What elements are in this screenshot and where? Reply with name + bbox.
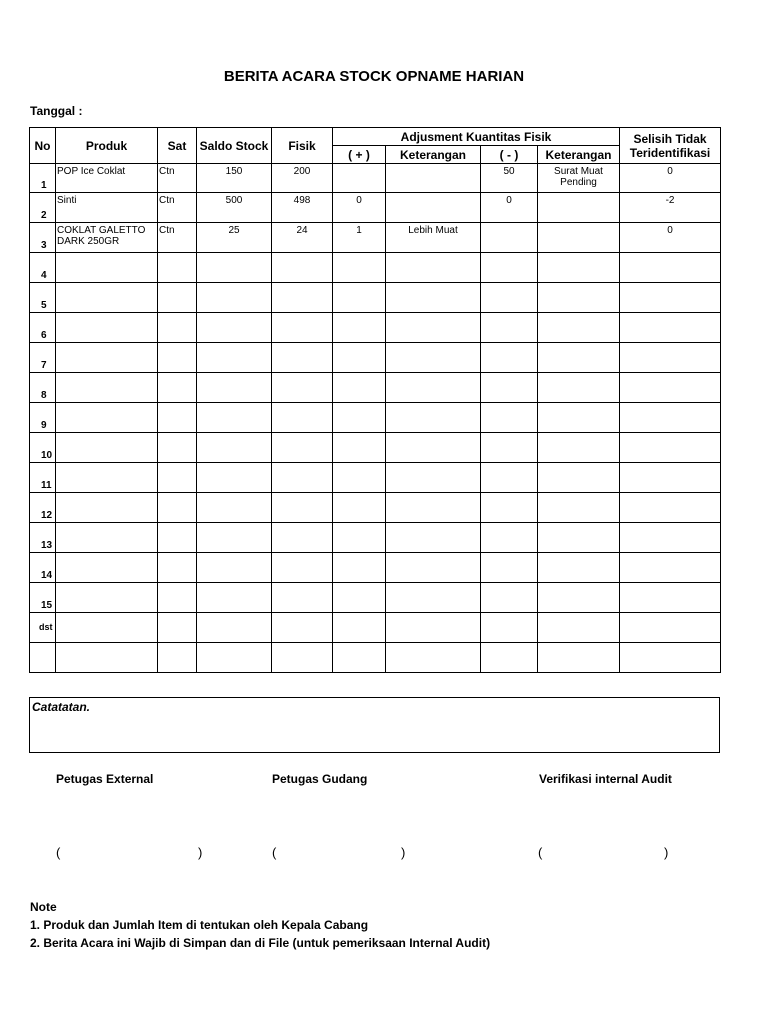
cell-fisik [272,553,333,583]
cell-selisih [620,433,721,463]
cell-ket2 [538,553,620,583]
cell-plus: 1 [333,223,386,253]
cell-produk [56,523,158,553]
cell-selisih [620,553,721,583]
cell-sat [158,613,197,643]
cell-saldo: 150 [197,164,272,193]
table-row [30,403,721,433]
cell-produk [56,553,158,583]
cell-selisih [620,403,721,433]
cell-no: 4 [30,253,56,283]
cell-saldo [197,493,272,523]
cell-fisik [272,283,333,313]
cell-saldo [197,433,272,463]
header-saldo-stock: Saldo Stock [197,128,272,164]
cell-fisik [272,313,333,343]
cell-ket2 [538,463,620,493]
cell-produk [56,613,158,643]
cell-ket2 [538,283,620,313]
cell-no: 12 [30,493,56,523]
cell-minus [481,523,538,553]
cell-saldo [197,313,272,343]
cell-fisik [272,523,333,553]
tanggal-label: Tanggal : [30,104,83,118]
cell-no: 13 [30,523,56,553]
table-row [30,164,721,193]
cell-sat [158,583,197,613]
header-produk: Produk [56,128,158,164]
cell-ket2 [538,433,620,463]
table-row [30,493,721,523]
signature-audit-open: ( [538,845,543,860]
cell-plus [333,164,386,193]
cell-ket1 [386,373,481,403]
cell-plus [333,313,386,343]
cell-no: 9 [30,403,56,433]
signature-external-open: ( [56,845,61,860]
cell-fisik: 498 [272,193,333,223]
cell-ket1 [386,193,481,223]
cell-produk [56,463,158,493]
cell-ket1 [386,463,481,493]
cell-minus [481,283,538,313]
cell-minus [481,253,538,283]
cell-plus [333,253,386,283]
signature-verifikasi-audit: Verifikasi internal Audit [539,772,672,786]
header-sat: Sat [158,128,197,164]
cell-sat [158,523,197,553]
cell-plus [333,553,386,583]
cell-produk [56,283,158,313]
cell-selisih: 0 [620,223,721,253]
cell-ket1 [386,164,481,193]
cell-ket2 [538,253,620,283]
cell-no: dst [30,613,56,643]
table-row [30,223,721,253]
header-keterangan-minus: Keterangan [538,146,620,164]
table-row [30,553,721,583]
cell-ket2 [538,403,620,433]
cell-no: 5 [30,283,56,313]
cell-no [30,643,56,673]
cell-minus [481,403,538,433]
header-adjustment: Adjusment Kuantitas Fisik [333,128,620,146]
cell-saldo [197,403,272,433]
cell-plus [333,433,386,463]
cell-fisik [272,493,333,523]
document-title: BERITA ACARA STOCK OPNAME HARIAN [223,68,525,85]
cell-produk [56,253,158,283]
cell-selisih: 0 [620,164,721,193]
cell-selisih [620,313,721,343]
cell-produk [56,433,158,463]
cell-ket1 [386,553,481,583]
cell-no: 6 [30,313,56,343]
cell-produk: COKLAT GALETTO DARK 250GR [56,223,158,253]
header-selisih: Selisih Tidak Teridentifikasi [620,128,721,164]
cell-saldo [197,583,272,613]
cell-ket1 [386,313,481,343]
table-body [30,164,721,673]
cell-plus [333,283,386,313]
cell-saldo [197,643,272,673]
cell-fisik [272,373,333,403]
cell-no: 11 [30,463,56,493]
cell-selisih [620,523,721,553]
cell-minus [481,463,538,493]
cell-saldo [197,343,272,373]
cell-plus [333,403,386,433]
cell-plus [333,523,386,553]
header-plus: ( + ) [333,146,386,164]
cell-minus: 50 [481,164,538,193]
header-keterangan-plus: Keterangan [386,146,481,164]
cell-fisik: 24 [272,223,333,253]
table-row [30,193,721,223]
cell-ket2 [538,613,620,643]
cell-sat [158,343,197,373]
cell-plus [333,373,386,403]
cell-fisik [272,643,333,673]
cell-fisik [272,403,333,433]
table-row [30,643,721,673]
signature-audit-close: ) [664,845,669,860]
cell-ket1 [386,283,481,313]
cell-no: 7 [30,343,56,373]
cell-ket2: Surat Muat Pending [538,164,620,193]
cell-produk [56,373,158,403]
cell-no: 1 [30,164,56,193]
cell-ket1 [386,343,481,373]
cell-fisik [272,433,333,463]
cell-produk: POP Ice Coklat [56,164,158,193]
stock-opname-table [29,127,721,673]
cell-selisih [620,463,721,493]
cell-saldo: 25 [197,223,272,253]
table-row [30,343,721,373]
header-no: No [30,128,56,164]
catatan-box [29,697,720,753]
cell-minus [481,373,538,403]
cell-no: 10 [30,433,56,463]
cell-saldo [197,463,272,493]
cell-produk [56,643,158,673]
table-row [30,523,721,553]
cell-ket1 [386,493,481,523]
cell-sat [158,313,197,343]
cell-produk [56,313,158,343]
cell-saldo: 500 [197,193,272,223]
table-row [30,583,721,613]
table-row [30,253,721,283]
cell-selisih [620,613,721,643]
cell-ket2 [538,523,620,553]
cell-saldo [197,283,272,313]
cell-plus [333,643,386,673]
cell-produk: Sinti [56,193,158,223]
cell-selisih: -2 [620,193,721,223]
cell-sat [158,283,197,313]
table-row [30,313,721,343]
cell-ket2 [538,373,620,403]
signature-petugas-external: Petugas External [56,772,154,786]
signature-petugas-gudang: Petugas Gudang [272,772,368,786]
table-row [30,463,721,493]
cell-plus [333,613,386,643]
signature-external-close: ) [198,845,203,860]
cell-no: 14 [30,553,56,583]
cell-saldo [197,253,272,283]
cell-ket2 [538,223,620,253]
cell-plus [333,493,386,523]
cell-saldo [197,523,272,553]
cell-ket2 [538,643,620,673]
header-fisik: Fisik [272,128,333,164]
cell-minus [481,613,538,643]
cell-ket1 [386,523,481,553]
cell-sat: Ctn [158,164,197,193]
cell-selisih [620,493,721,523]
signature-gudang-open: ( [272,845,277,860]
cell-sat: Ctn [158,193,197,223]
cell-ket1 [386,253,481,283]
cell-selisih [620,583,721,613]
cell-selisih [620,373,721,403]
signature-gudang-close: ) [401,845,406,860]
cell-minus: 0 [481,193,538,223]
cell-sat [158,373,197,403]
cell-ket1: Lebih Muat [386,223,481,253]
note-line-2: 2. Berita Acara ini Wajib di Simpan dan di File (untuk pemeriksaan Internal Audit) [30,936,491,950]
cell-fisik [272,253,333,283]
cell-saldo [197,373,272,403]
cell-sat [158,553,197,583]
cell-fisik [272,343,333,373]
table-row [30,433,721,463]
cell-produk [56,583,158,613]
cell-minus [481,313,538,343]
table-row [30,613,721,643]
cell-no: 3 [30,223,56,253]
cell-selisih [620,283,721,313]
cell-fisik [272,583,333,613]
cell-no: 2 [30,193,56,223]
cell-minus [481,553,538,583]
cell-saldo [197,553,272,583]
cell-no: 15 [30,583,56,613]
cell-ket2 [538,343,620,373]
cell-minus [481,433,538,463]
header-minus: ( - ) [481,146,538,164]
cell-minus [481,643,538,673]
cell-ket1 [386,433,481,463]
cell-fisik [272,463,333,493]
cell-ket1 [386,583,481,613]
note-line-1: 1. Produk dan Jumlah Item di tentukan oleh Kepala Cabang [30,918,369,932]
cell-minus [481,583,538,613]
cell-plus [333,463,386,493]
cell-sat [158,493,197,523]
cell-produk [56,403,158,433]
cell-minus [481,493,538,523]
cell-sat [158,463,197,493]
cell-minus [481,223,538,253]
table-row [30,373,721,403]
cell-selisih [620,343,721,373]
cell-fisik: 200 [272,164,333,193]
cell-fisik [272,613,333,643]
table-row [30,283,721,313]
cell-selisih [620,253,721,283]
cell-sat [158,643,197,673]
cell-ket2 [538,493,620,523]
cell-produk [56,343,158,373]
cell-ket1 [386,643,481,673]
cell-sat [158,253,197,283]
cell-plus: 0 [333,193,386,223]
cell-minus [481,343,538,373]
cell-plus [333,343,386,373]
cell-ket2 [538,313,620,343]
cell-sat: Ctn [158,223,197,253]
cell-no: 8 [30,373,56,403]
cell-sat [158,433,197,463]
cell-sat [158,403,197,433]
cell-ket1 [386,403,481,433]
note-heading: Note [30,900,57,914]
cell-produk [56,493,158,523]
cell-saldo [197,613,272,643]
catatan-label: Catatatan. [32,700,91,714]
cell-ket1 [386,613,481,643]
cell-plus [333,583,386,613]
cell-ket2 [538,193,620,223]
cell-selisih [620,643,721,673]
cell-ket2 [538,583,620,613]
